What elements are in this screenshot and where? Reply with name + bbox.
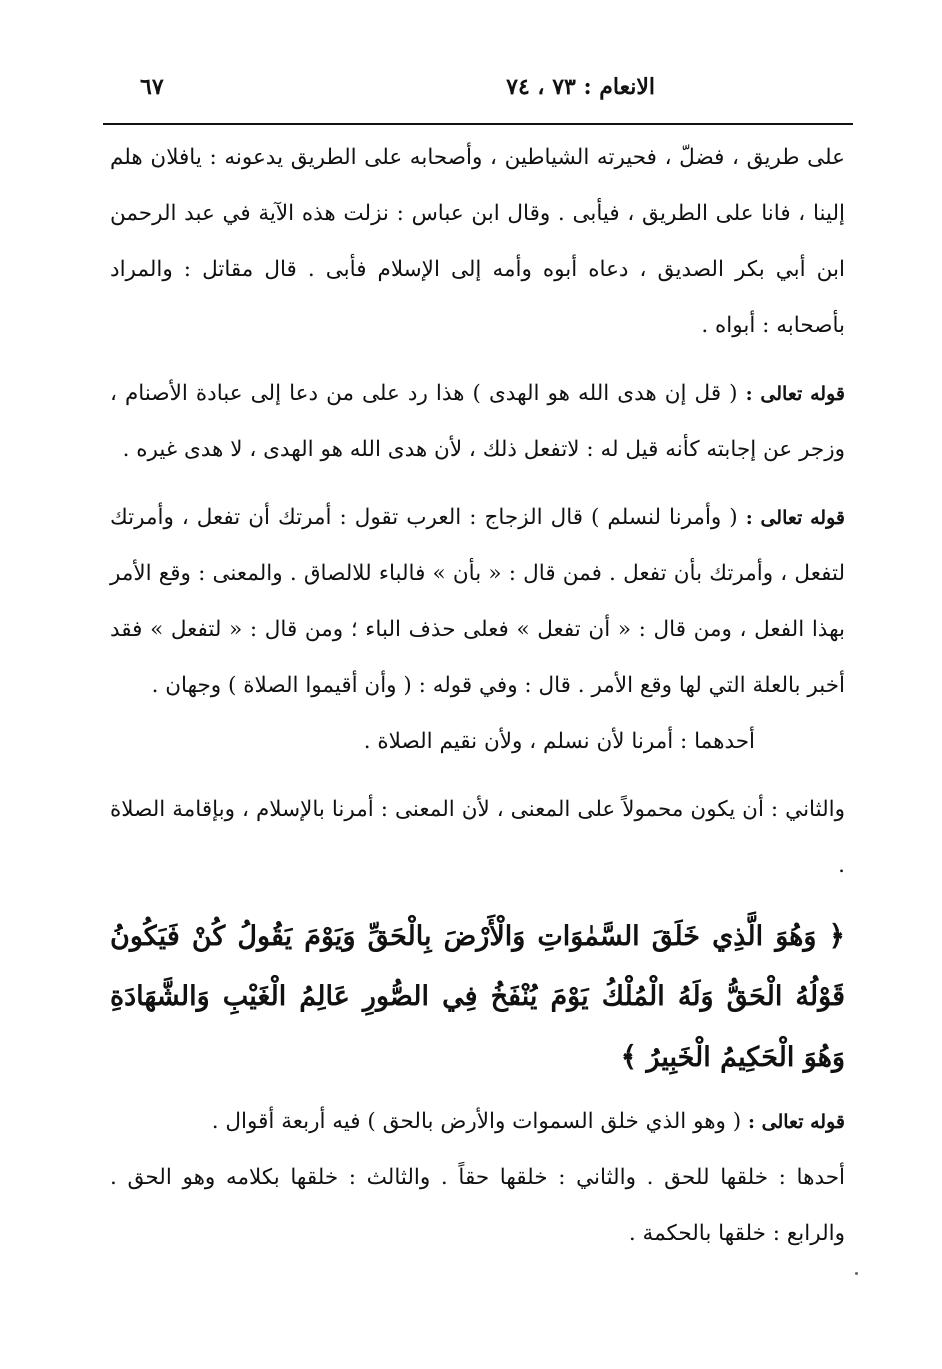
paragraph-guidance — [110, 366, 845, 478]
verse-label: قوله تعالى : — [745, 383, 845, 405]
quran-verse-text: وَهُوَ الَّذِي خَلَقَ السَّمٰوَاتِ وَالْأَرْضَ بِالْحَقِّ وَيَوْمَ يَقُولُ كُنْ فَيَكُونُ قَوْلُهُ الْحَقُّ وَلَهُ الْمُلْكُ يَوْمَ يُنْفَخُ فِي الصُّورِ عَالِمُ الْغَيْبِ وَالشَّهَادَةِ وَهُوَ الْحَكِيمُ الْخَبِيرُ — [110, 921, 845, 1073]
paragraph-islam — [110, 490, 845, 714]
scan-speck — [855, 1272, 858, 1275]
paragraph-text: والثاني : أن يكون محمولاً على المعنى ، لأن المعنى : أمرنا بالإسلام ، وبإقامة الصلاة . — [110, 797, 845, 878]
quran-verse — [110, 906, 845, 1088]
paragraph-text: ( قل إن هدى الله هو الهدى ) هذا رد على من دعا إلى عبادة الأصنام ، وزجر عن إجابته كأنه قيل له : لاتفعل ذلك ، لأن هدى الله هو الهدى ، لا هدى غيره . — [110, 381, 845, 462]
paragraph-hadith — [110, 130, 845, 354]
paragraph-creation — [110, 1094, 845, 1150]
running-title: الانعام : ٧٣ ، ٧٤ — [506, 74, 655, 100]
paragraph-text: على طريق ، فضلّ ، فحيرته الشياطين ، وأصحابه على الطريق يدعونه : يافلان هلم إلينا ، فانا على الطريق ، فيأبى . وقال ابن عباس : نزلت هذه الآية في عبد الرحمن ابن أبي بكر الصديق ، دعاه أبوه وأمه إلى الإسلام فأبى . قال مقاتل : والمراد بأصحابه : أبواه . — [110, 145, 845, 338]
paragraph-text: أحدها : خلقها للحق . والثاني : خلقها حقاً . والثالث : خلقها بكلامه وهو الحق . والرابع : خلقها بالحكمة . — [110, 1165, 845, 1246]
verse-label: قوله تعالى : — [748, 1111, 845, 1133]
paragraph-second-view — [110, 782, 845, 894]
paragraph-four-views — [110, 1150, 845, 1262]
ornate-close-bracket: ﴾ — [620, 1040, 638, 1073]
paragraph-text: ( وأمرنا لنسلم ) قال الزجاج : العرب تقول : أمرتك أن تفعل ، وأمرتك لتفعل ، وأمرتك بأن تفعل . فمن قال : « بأن » فالباء للالصاق . والمعنى : وقع الأمر بهذا الفعل ، ومن قال : « أن تفعل » فعلى حذف الباء ؛ ومن قال : « لتفعل » فقد أخبر بالعلة التي لها وقع الأمر . قال : وفي قوله : ( وأن أقيموا الصلاة ) وجهان . — [110, 505, 845, 698]
page-number: ٦٧ — [140, 74, 164, 100]
paragraph-text: ( وهو الذي خلق السموات والأرض بالحق ) فيه أربعة أقوال . — [211, 1109, 742, 1134]
body-text — [110, 130, 845, 1262]
verse-label: قوله تعالى : — [745, 507, 845, 529]
paragraph-first-view — [110, 714, 845, 770]
paragraph-text: أحدهما : أمرنا لأن نسلم ، ولأن نقيم الصلاة . — [363, 729, 755, 754]
ornate-open-bracket: ﴿ — [828, 919, 845, 952]
header-rule — [103, 123, 853, 125]
page-header — [100, 74, 855, 114]
